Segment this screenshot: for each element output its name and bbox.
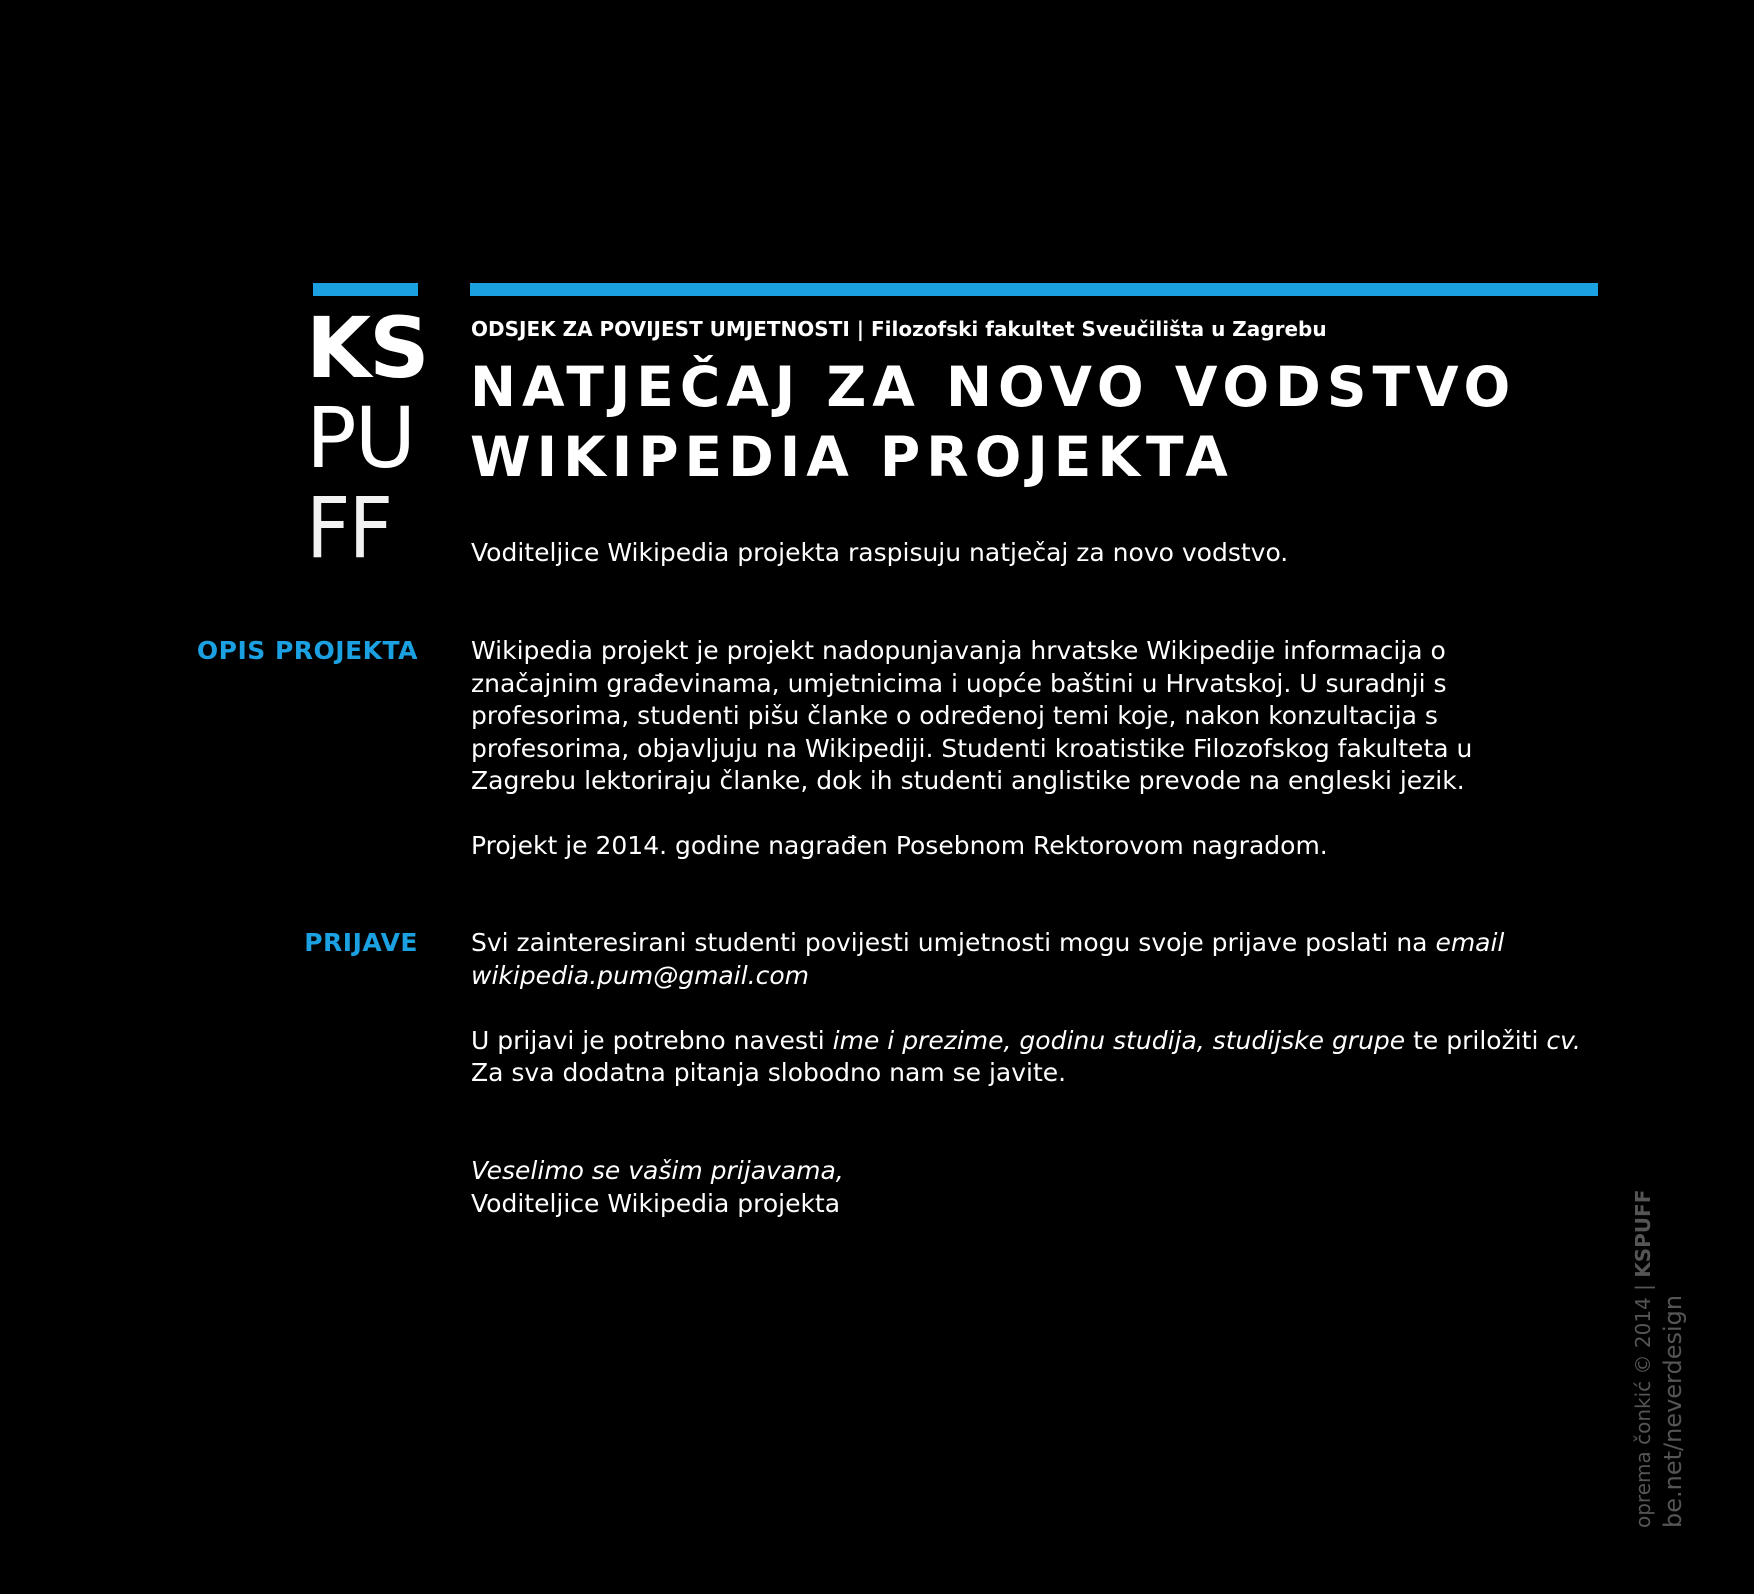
prijave-intro-text: Svi zainteresirani studenti povijesti umjetnosti mogu svoje prijave poslati na	[471, 928, 1436, 957]
greeting-text: Veselimo se vašim prijavama,	[471, 1156, 844, 1185]
closing	[471, 1155, 1271, 1220]
credit-text: oprema čonkić © 2014 |	[1631, 1277, 1655, 1528]
kspuff-logo	[306, 299, 428, 577]
opis-line: profesorima, studenti pišu članke o određenoj temi koje, nakon konzultacija s	[471, 701, 1438, 730]
department-heading: ODSJEK ZA POVIJEST UMJETNOSTI | Filozofski fakultet Sveučilišta u Zagrebu	[471, 317, 1327, 341]
accent-bar-right	[470, 283, 1598, 296]
section-opis	[471, 635, 1591, 863]
closing-greeting	[471, 1155, 1271, 1188]
requirements-line	[471, 1025, 1611, 1058]
logo-line-ks: KS	[306, 299, 428, 397]
award-text: Projekt je 2014. godine nagrađen Posebnom Rektorovom nagradom.	[471, 831, 1328, 860]
requirements-cv: cv.	[1546, 1025, 1581, 1055]
email-address-line	[471, 960, 1611, 993]
credit-line-2: be.net/neverdesign	[1659, 1294, 1687, 1528]
section-label-prijave: PRIJAVE	[304, 928, 418, 957]
section-prijave	[471, 927, 1611, 1090]
title-line-1: NATJEČAJ ZA NOVO VODSTVO	[470, 355, 1517, 419]
logo-line-ff: FF	[306, 479, 392, 577]
prijave-intro	[471, 927, 1611, 960]
email-word: email	[1435, 928, 1505, 957]
requirements-fields: ime i prezime, godinu studija, studijske grupe	[832, 1025, 1406, 1055]
title-line-2: WIKIPEDIA PROJEKTA	[470, 425, 1234, 489]
credit-line-1	[1628, 1190, 1658, 1528]
intro-text: Voditeljice Wikipedia projekta raspisuju natječaj za novo vodstvo.	[471, 538, 1289, 567]
requirements-text-2: te priložiti	[1405, 1025, 1547, 1055]
email-address[interactable]: wikipedia.pum@gmail.com	[471, 960, 809, 990]
opis-line: profesorima, objavljuju na Wikipediji. Studenti kroatistike Filozofskog fakulteta u	[471, 733, 1473, 763]
questions-line: Za sva dodatna pitanja slobodno nam se javite.	[471, 1058, 1067, 1087]
section-label-opis: OPIS PROJEKTA	[196, 636, 418, 665]
opis-line: Wikipedia projekt je projekt nadopunjavanja hrvatske Wikipedije informacija o	[471, 636, 1446, 665]
opis-line: značajnim građevinama, umjetnicima i uopće baštini u Hrvatskoj. U suradnji s	[471, 668, 1447, 698]
design-credit	[1628, 1190, 1688, 1528]
credit-brand: KSPUFF	[1631, 1189, 1655, 1278]
closing-signature: Voditeljice Wikipedia projekta	[471, 1188, 841, 1218]
opis-line: Zagrebu lektoriraju članke, dok ih studenti anglistike prevode na engleski jezik.	[471, 766, 1465, 795]
page-title	[470, 352, 1516, 492]
logo-line-pu: PU	[306, 389, 415, 487]
accent-bar-left	[313, 283, 418, 296]
requirements-text: U prijavi je potrebno navesti	[471, 1025, 833, 1055]
